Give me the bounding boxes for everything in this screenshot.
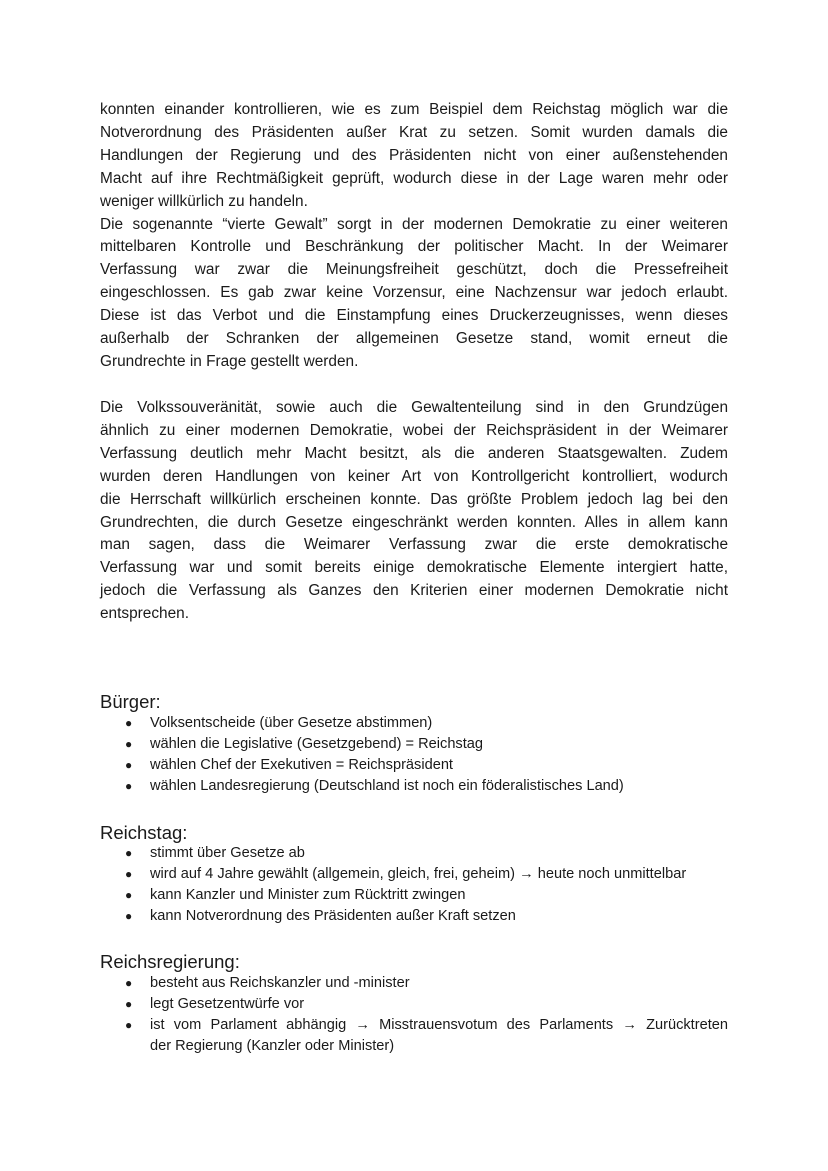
text-line: Verfassung deutlich mehr Macht besitzt, als die anderen Staatsgewalten. Zudem — [100, 444, 728, 462]
section-heading-reichstag: Reichstag: — [100, 822, 188, 843]
bullet-icon: ● — [125, 997, 133, 1011]
text-line: Notverordnung des Präsidenten außer Krat zu setzen. Somit wurden damals die — [100, 123, 728, 141]
list-item — [122, 906, 728, 927]
list-item — [122, 755, 728, 776]
bullet-icon: ● — [125, 758, 133, 772]
list-item — [122, 994, 728, 1015]
text-line: Handlungen der Regierung und des Präsidenten nicht von einer außenstehenden — [100, 146, 728, 164]
list-item-text: besteht aus Reichskanzler und -minister — [150, 975, 410, 991]
text-line: man sagen, dass die Weimarer Verfassung zwar die erste demokratische — [100, 536, 728, 554]
list-item — [122, 1015, 728, 1057]
bullet-list-buerger — [122, 713, 728, 797]
text-line: ähnlich zu einer modernen Demokratie, wobei der Reichspräsident in der Weimarer — [100, 421, 728, 439]
list-item-text: wählen Chef der Exekutiven = Reichspräsident — [150, 757, 453, 773]
text-line: die Herrschaft willkürlich erscheinen konnte. Das größte Problem jedoch lag bei den — [100, 490, 728, 508]
bullet-icon: ● — [125, 909, 133, 923]
section-heading-buerger: Bürger: — [100, 691, 161, 712]
list-item-text: wird auf 4 Jahre gewählt (allgemein, gleich, frei, geheim) → heute noch unmittelbar — [150, 866, 687, 882]
text-line: jedoch die Verfassung als Ganzes den Kriterien einer modernen Demokratie nicht — [100, 582, 728, 600]
text-line: Die Volkssouveränität, sowie auch die Gewaltenteilung sind in den Grundzügen — [100, 399, 728, 416]
list-item-text: Volksentscheide (über Gesetze abstimmen) — [150, 715, 433, 731]
list-item-text: kann Notverordnung des Präsidenten außer Kraft setzen — [150, 908, 516, 924]
bullet-icon: ● — [125, 716, 133, 730]
text-line: wurden deren Handlungen von keiner Art von Kontrollgericht kontrolliert, wodurch — [100, 467, 728, 485]
text-line: Verfassung war zwar die Meinungsfreiheit geschützt, doch die Pressefreiheit — [100, 261, 728, 279]
list-item — [122, 713, 728, 734]
text-line: Diese ist das Verbot und die Einstampfung eines Druckerzeugnisses, wenn dieses — [100, 307, 728, 325]
text-line: Die sogenannte “vierte Gewalt” sorgt in der modernen Demokratie zu einer weiteren — [100, 215, 728, 233]
list-item — [122, 734, 728, 755]
text-line: mittelbaren Kontrolle und Beschränkung der politischer Macht. In der Weimarer — [100, 238, 728, 256]
list-item-text: legt Gesetzentwürfe vor — [150, 996, 305, 1012]
list-item — [122, 885, 728, 906]
bullet-icon: ● — [125, 867, 133, 881]
bullet-icon: ● — [125, 888, 133, 902]
list-item — [122, 973, 728, 994]
bullet-icon: ● — [125, 779, 133, 793]
text-line: entsprechen. — [100, 605, 189, 623]
text-line: weniger willkürlich zu handeln. — [100, 192, 308, 210]
paragraph-1 — [100, 99, 728, 374]
list-item-text: wählen Landesregierung (Deutschland ist noch ein föderalistisches Land) — [150, 778, 624, 794]
list-item — [122, 843, 728, 864]
list-item — [122, 776, 728, 797]
list-item-text: stimmt über Gesetze ab — [150, 845, 305, 861]
bullet-list-reichstag — [122, 843, 728, 927]
text-line: konnten einander kontrollieren, wie es zum Beispiel dem Reichstag möglich war die — [100, 101, 728, 118]
list-item-text: kann Kanzler und Minister zum Rücktritt zwingen — [150, 887, 466, 903]
list-item — [122, 864, 728, 885]
text-line: Grundrechte in Frage gestellt werden. — [100, 352, 359, 370]
bullet-icon: ● — [125, 737, 133, 751]
list-item-text: wählen die Legislative (Gesetzgebend) = Reichstag — [150, 736, 484, 752]
bullet-list-reichsregierung — [122, 973, 728, 1057]
bullet-icon: ● — [125, 846, 133, 860]
text-line: Verfassung war und somit bereits einige demokratische Elemente intergiert hatte, — [100, 559, 728, 577]
list-item-text: ist vom Parlament abhängig → Misstrauensvotum des Parlaments → Zurücktreten — [150, 1017, 728, 1033]
text-line: eingeschlossen. Es gab zwar keine Vorzensur, eine Nachzensur war jedoch erlaubt. — [100, 284, 728, 302]
section-heading-reichsregierung: Reichsregierung: — [100, 951, 240, 972]
text-line: Macht auf ihre Rechtmäßigkeit geprüft, wodurch diese in der Lage waren mehr oder — [100, 169, 728, 187]
list-item-text-continued: der Regierung (Kanzler oder Minister) — [150, 1038, 395, 1054]
bullet-icon: ● — [125, 1018, 133, 1032]
text-line: außerhalb der Schranken der allgemeinen Gesetze stand, womit erneut die — [100, 330, 728, 348]
paragraph-2 — [100, 397, 728, 626]
bullet-icon: ● — [125, 976, 133, 990]
text-line: Grundrechten, die durch Gesetze eingeschränkt werden konnten. Alles in allem kann — [100, 513, 728, 531]
